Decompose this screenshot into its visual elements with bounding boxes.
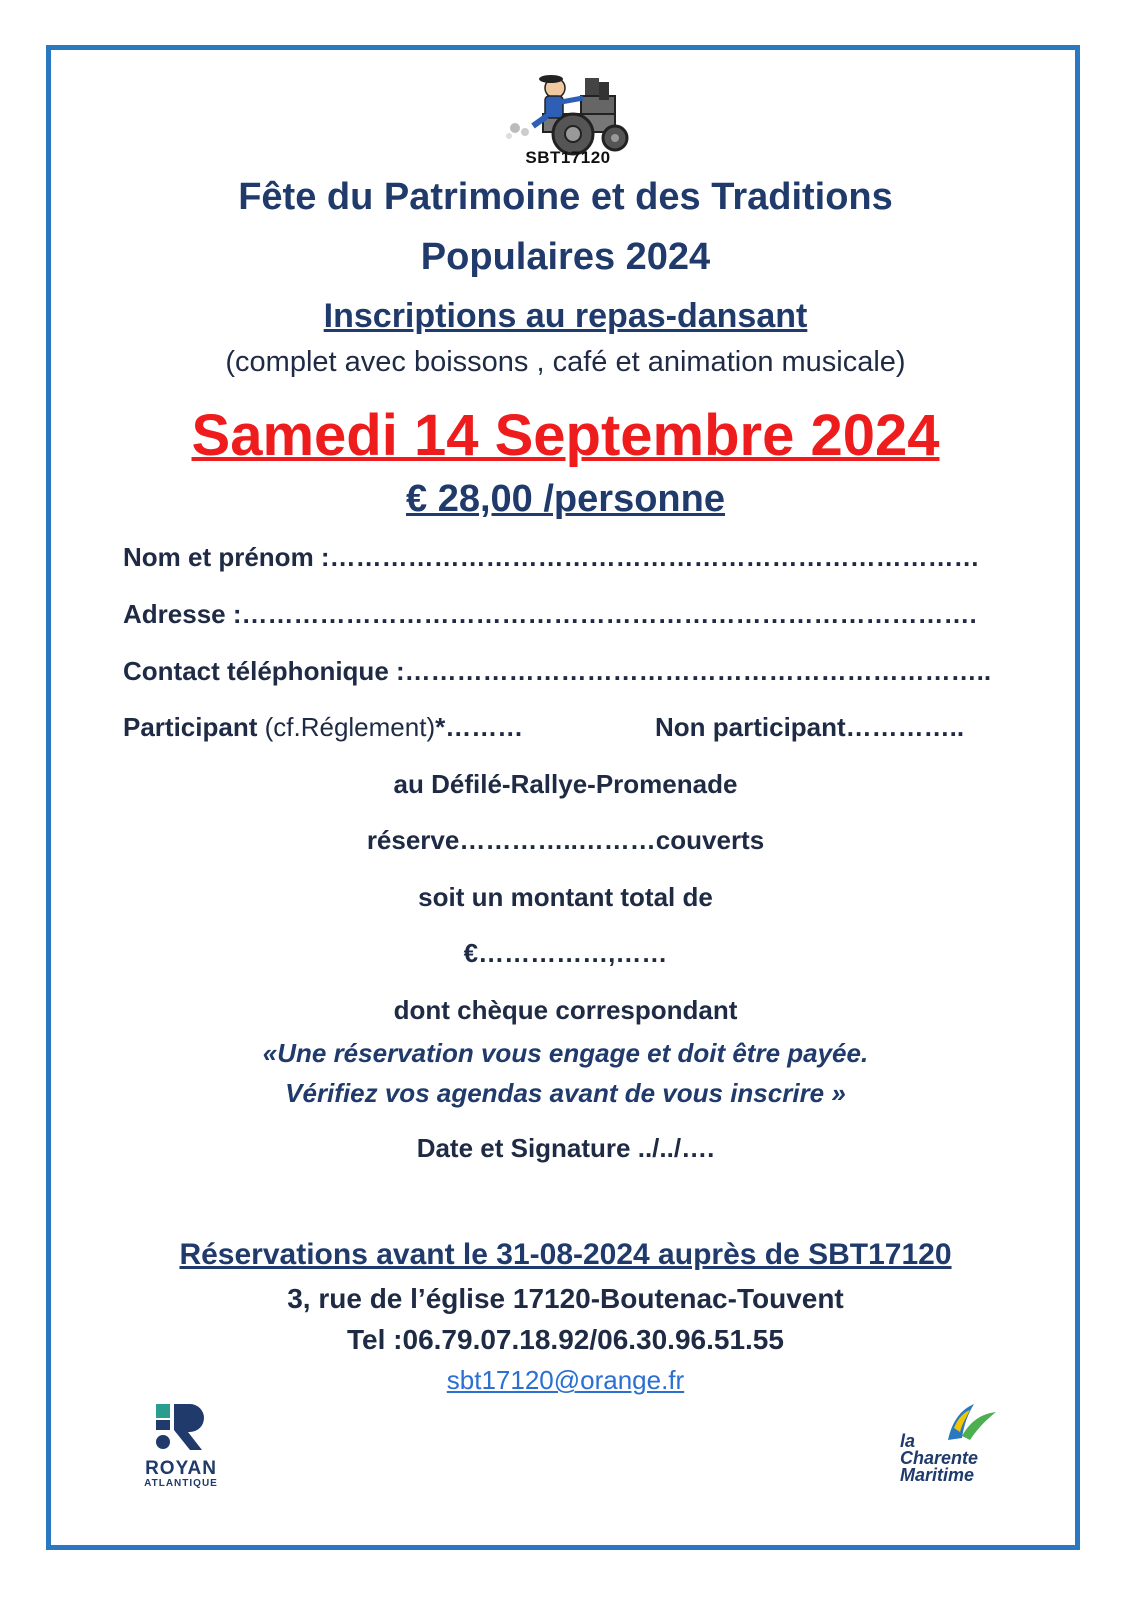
royan-logo-name: ROYAN: [145, 1458, 217, 1479]
address-field[interactable]: Adresse :………………………………………………………………………….: [123, 599, 977, 629]
contact-phone: Tel :06.79.07.18.92/06.30.96.51.55: [347, 1324, 784, 1355]
subtitle-note: (complet avec boissons , café et animation musicale): [225, 346, 906, 378]
page-title-line1: Fête du Patrimoine et des Traditions: [238, 176, 893, 218]
amount-field[interactable]: €……………,……: [463, 938, 668, 968]
contact-email-link[interactable]: sbt17120@orange.fr: [446, 1365, 685, 1395]
participant-dots: *………: [435, 712, 524, 742]
participant-note: (cf.Réglement): [257, 712, 436, 742]
participant-field[interactable]: [123, 712, 523, 743]
event-line: au Défilé-Rallye-Promenade: [393, 769, 738, 799]
warning-quote-line1: «Une réservation vous engage et doit être payée.: [262, 1038, 869, 1068]
page-title-line2: Populaires 2024: [420, 236, 711, 278]
cm-line1: la: [900, 1431, 916, 1451]
name-field[interactable]: Nom et prénom :…………………………………………………………………: [123, 542, 980, 572]
charente-maritime-logo-text: [900, 1433, 1020, 1484]
royan-logo-sub: ATLANTIQUE: [144, 1478, 218, 1489]
cm-line2: Charente: [900, 1448, 979, 1468]
reservation-deadline: Réservations avant le 31-08-2024 auprès de SBT17120: [179, 1238, 952, 1271]
non-participant-field[interactable]: Non participant…………..: [655, 712, 965, 742]
total-label: soit un montant total de: [418, 882, 713, 912]
reserve-field[interactable]: réserve…………..………couverts: [366, 825, 765, 855]
participant-label: Participant: [123, 712, 258, 742]
cheque-label: dont chèque correspondant: [393, 995, 738, 1025]
warning-quote-line2: Vérifiez vos agendas avant de vous inscrire »: [285, 1078, 846, 1108]
contact-address: 3, rue de l’église 17120-Boutenac-Touvent: [287, 1283, 844, 1314]
event-date: Samedi 14 Septembre 2024: [191, 403, 940, 468]
phone-field[interactable]: Contact téléphonique :…………………………………………………………..: [123, 656, 992, 686]
cm-line3: Maritime: [900, 1465, 975, 1485]
logo-caption: SBT17120: [525, 148, 611, 167]
subtitle: Inscriptions au repas-dansant: [323, 297, 808, 335]
signature-field[interactable]: Date et Signature ../../….: [416, 1133, 715, 1163]
price-per-person: € 28,00 /personne: [406, 478, 725, 520]
